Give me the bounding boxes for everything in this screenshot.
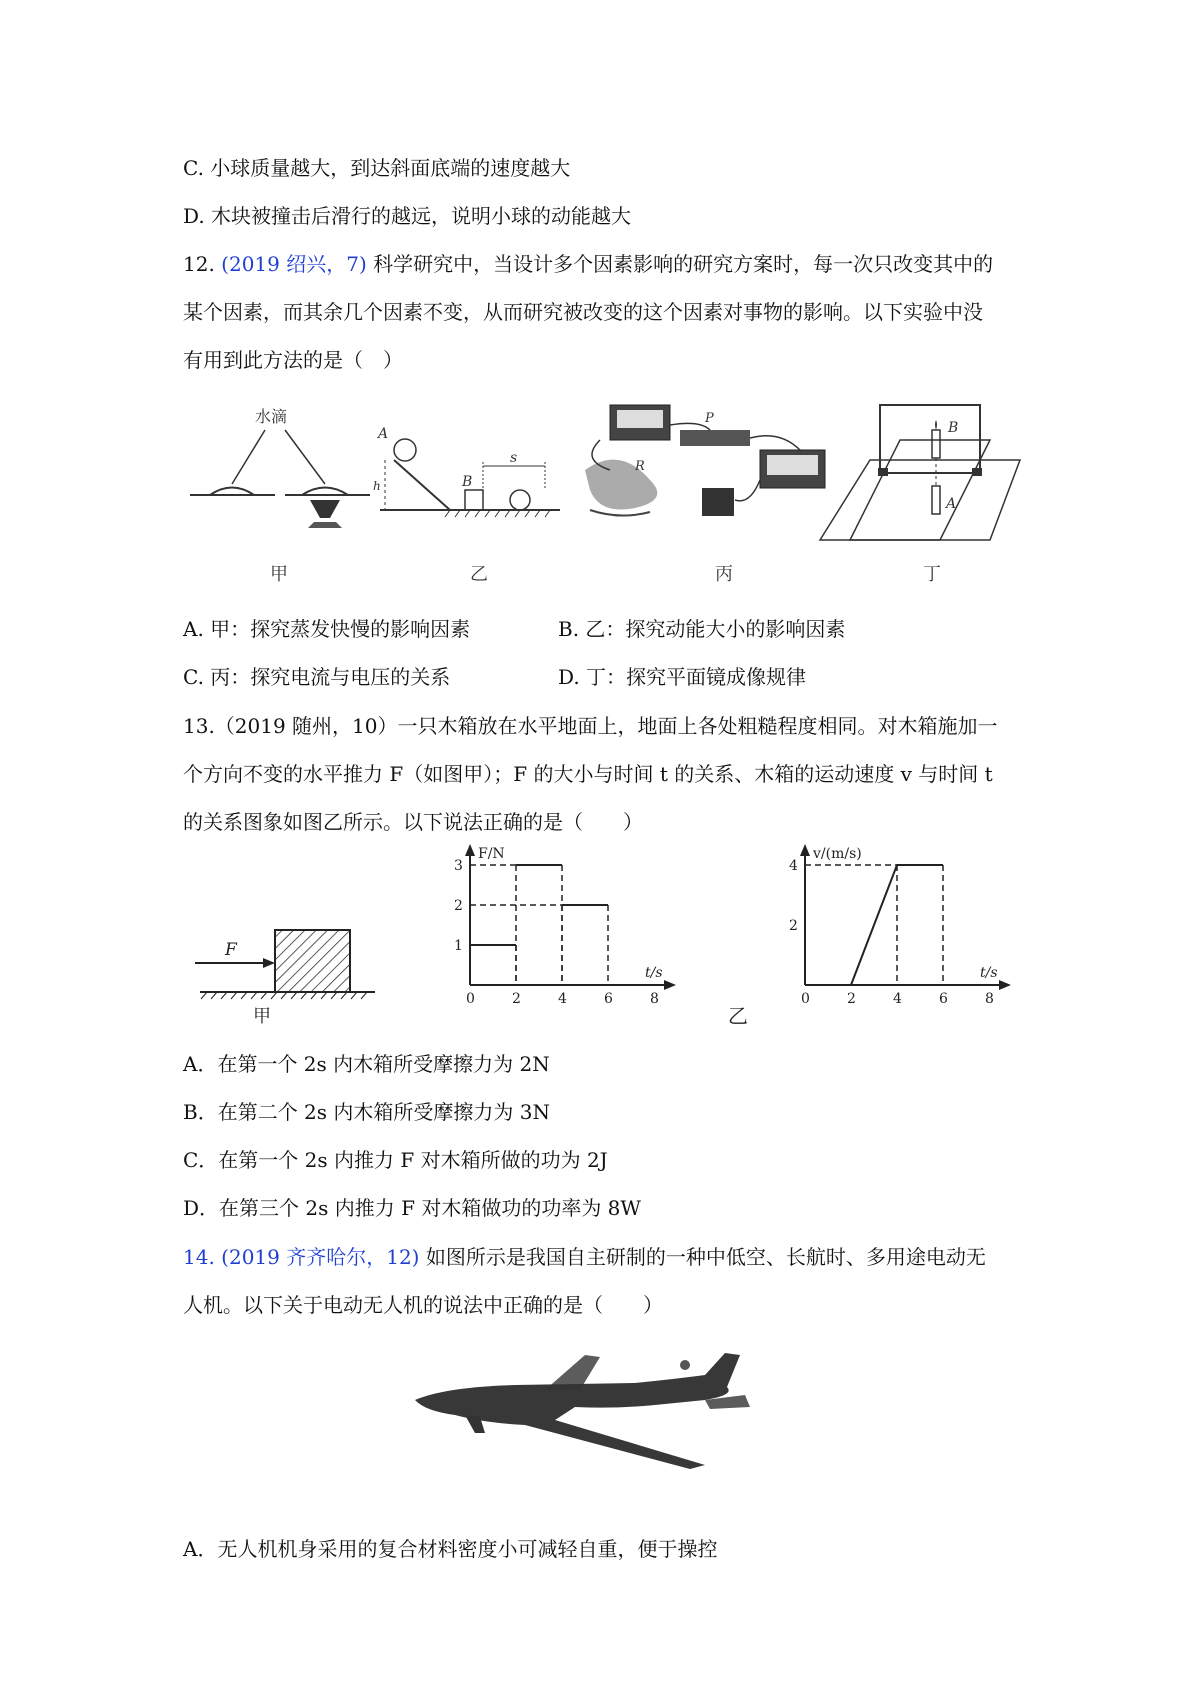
caption-ding: 丁: [923, 564, 941, 585]
q14-stem-text: 如图所示是我国自主研制的一种中低空、长航时、多用途电动无: [425, 1245, 986, 1269]
x-tick-label: 0: [801, 991, 810, 1007]
x-tick-label: 8: [985, 991, 994, 1007]
fig-bing-circuit: [585, 405, 825, 516]
y-axis-label: v/(m/s): [813, 846, 862, 862]
y-axis-arrow: [800, 844, 810, 856]
q12-figure: [180, 400, 1030, 590]
q13-option-a: A．在第一个 2s 内木箱所受摩擦力为 2N: [183, 1052, 550, 1076]
x-axis-label: t/s: [980, 965, 998, 981]
q12-stem-line-2: 某个因素，而其余几个因素不变，从而研究被改变的这个因素对事物的影响。以下实验中没: [183, 300, 983, 324]
q13-stem-line-3: 的关系图象如图乙所示。以下说法正确的是（ ）: [183, 810, 643, 834]
q13-option-d: D．在第三个 2s 内推力 F 对木箱做功的功率为 8W: [183, 1196, 641, 1220]
x-tick-label: 6: [604, 991, 613, 1007]
distance-s-label: s: [510, 450, 518, 466]
caption-yi: 乙: [470, 564, 488, 585]
q12-source: (2019 绍兴，7): [221, 252, 367, 276]
x-tick-label: 0: [466, 991, 475, 1007]
f-t-chart: [440, 840, 710, 1015]
fig-yi-kinetic-energy: [373, 426, 560, 517]
caption-bing: 丙: [715, 564, 733, 585]
block-b-label: B: [462, 474, 473, 490]
q12-number: 12.: [183, 252, 215, 276]
y-axis-arrow: [465, 844, 475, 856]
q12-option-c: C. 丙：探究电流与电压的关系: [183, 665, 451, 689]
candle-a-label: A: [946, 496, 957, 512]
force-label: F: [225, 940, 237, 960]
q14-option-a: A．无人机机身采用的复合材料密度小可减轻自重，便于操控: [183, 1537, 718, 1561]
q14-stem-line-2: 人机。以下关于电动无人机的说法中正确的是（ ）: [183, 1293, 663, 1317]
wooden-box: [275, 930, 350, 992]
q13-option-b: B．在第二个 2s 内木箱所受摩擦力为 3N: [183, 1100, 550, 1124]
ball-a-label: A: [378, 426, 389, 442]
x-tick-label: 6: [939, 991, 948, 1007]
x-tick-label: 2: [847, 991, 856, 1007]
fig-jia-evaporation: [190, 407, 370, 528]
x-tick-label: 4: [558, 991, 567, 1007]
q13-option-c: C．在第一个 2s 内推力 F 对木箱所做的功为 2J: [183, 1148, 608, 1172]
q11-option-d: D. 木块被撞击后滑行的越远，说明小球的动能越大: [183, 204, 632, 228]
q14-stem-line-1: [183, 1243, 986, 1271]
q12-stem-text: 科学研究中，当设计多个因素影响的研究方案时，每一次只改变其中的: [373, 252, 994, 276]
q12-stem-line-1: [183, 250, 993, 278]
x-tick-label: 8: [650, 991, 659, 1007]
y-tick-label: 2: [789, 918, 798, 934]
q12-stem-line-3: 有用到此方法的是（ ）: [183, 348, 403, 372]
q12-option-d: D. 丁：探究平面镜成像规律: [558, 665, 807, 689]
y-tick-label: 3: [454, 858, 463, 874]
fig-ding-plane-mirror: [820, 405, 1020, 540]
fig-yi-caption: 乙: [728, 1004, 748, 1028]
slider-p-label: P: [705, 411, 714, 426]
resistor-r-label: R: [635, 459, 645, 474]
q11-option-c: C. 小球质量越大，到达斜面底端的速度越大: [183, 156, 571, 180]
water-drop-label: 水滴: [255, 407, 288, 426]
y-axis-label: F/N: [478, 846, 505, 862]
caption-jia: 甲: [270, 564, 288, 585]
x-axis-arrow: [999, 980, 1011, 990]
fig-jia-caption: 甲: [253, 1006, 271, 1025]
candle-b-label: B: [948, 420, 959, 436]
q12-option-b: B. 乙：探究动能大小的影响因素: [558, 617, 846, 641]
q12-option-a: A. 甲：探究蒸发快慢的影响因素: [183, 617, 471, 641]
height-label: h: [373, 479, 381, 493]
y-tick-label: 2: [454, 898, 463, 914]
q13-stem-line-2: 个方向不变的水平推力 F（如图甲）；F 的大小与时间 t 的关系、木箱的运动速度 v 与时间 t: [183, 762, 993, 786]
drone-image: [405, 1345, 785, 1475]
v-t-chart: [775, 840, 1045, 1015]
q13-fig-jia: [195, 915, 390, 1025]
y-tick-label: 4: [789, 858, 798, 874]
q14-number: 14.: [183, 1245, 215, 1269]
x-axis-label: t/s: [645, 965, 663, 981]
x-tick-label: 2: [512, 991, 521, 1007]
q14-source: (2019 齐齐哈尔，12): [221, 1245, 420, 1269]
y-tick-label: 1: [454, 938, 463, 954]
x-axis-arrow: [664, 980, 676, 990]
x-tick-label: 4: [893, 991, 902, 1007]
q13-stem-line-1: 13.（2019 随州，10）一只木箱放在水平地面上，地面上各处粗糙程度相同。对木箱施加一: [183, 714, 998, 738]
